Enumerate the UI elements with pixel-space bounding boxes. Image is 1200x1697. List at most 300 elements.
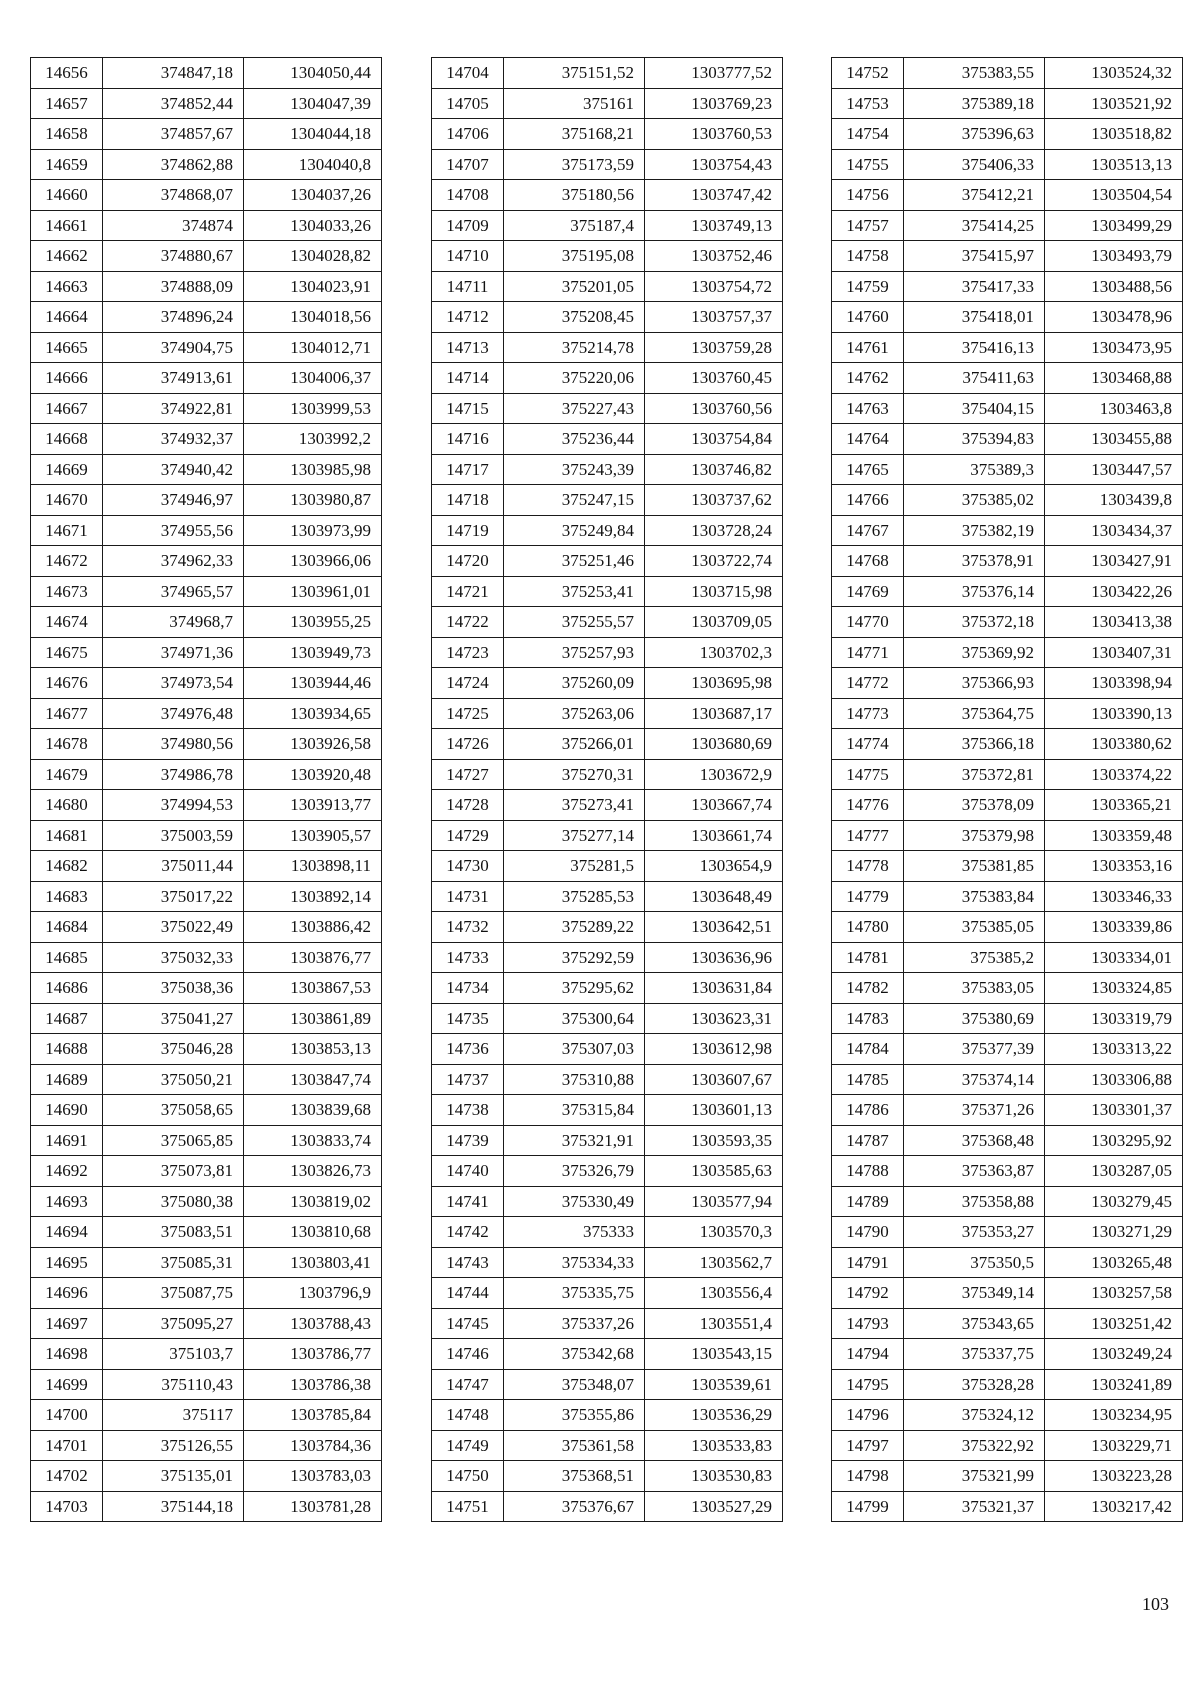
table-row: [432, 1125, 783, 1156]
point-number-cell: 14798: [832, 1461, 904, 1492]
x-coordinate-cell: 375266,01: [504, 729, 645, 760]
point-number-cell: 14713: [432, 332, 504, 363]
point-number-cell: 14784: [832, 1034, 904, 1065]
x-coordinate-cell: 375208,45: [504, 302, 645, 333]
x-coordinate-cell: 374874: [103, 210, 244, 241]
x-coordinate-cell: 375300,64: [504, 1003, 645, 1034]
x-coordinate-cell: 375080,38: [103, 1186, 244, 1217]
point-number-cell: 14687: [31, 1003, 103, 1034]
y-coordinate-cell: 1303913,77: [244, 790, 382, 821]
x-coordinate-cell: 375385,02: [904, 485, 1045, 516]
point-number-cell: 14661: [31, 210, 103, 241]
point-number-cell: 14780: [832, 912, 904, 943]
y-coordinate-cell: 1303702,3: [645, 637, 783, 668]
y-coordinate-cell: 1303949,73: [244, 637, 382, 668]
y-coordinate-cell: 1303551,4: [645, 1308, 783, 1339]
x-coordinate-cell: 375406,33: [904, 149, 1045, 180]
y-coordinate-cell: 1303886,42: [244, 912, 382, 943]
point-number-cell: 14697: [31, 1308, 103, 1339]
y-coordinate-cell: 1303826,73: [244, 1156, 382, 1187]
x-coordinate-cell: 374868,07: [103, 180, 244, 211]
x-coordinate-cell: 375214,78: [504, 332, 645, 363]
point-number-cell: 14675: [31, 637, 103, 668]
point-number-cell: 14730: [432, 851, 504, 882]
point-number-cell: 14771: [832, 637, 904, 668]
point-number-cell: 14747: [432, 1369, 504, 1400]
x-coordinate-cell: 375330,49: [504, 1186, 645, 1217]
x-coordinate-cell: 375380,69: [904, 1003, 1045, 1034]
x-coordinate-cell: 375022,49: [103, 912, 244, 943]
y-coordinate-cell: 1303695,98: [645, 668, 783, 699]
y-coordinate-cell: 1303279,45: [1045, 1186, 1183, 1217]
x-coordinate-cell: 375378,09: [904, 790, 1045, 821]
y-coordinate-cell: 1304047,39: [244, 88, 382, 119]
y-coordinate-cell: 1303570,3: [645, 1217, 783, 1248]
y-coordinate-cell: 1303920,48: [244, 759, 382, 790]
point-number-cell: 14729: [432, 820, 504, 851]
point-number-cell: 14660: [31, 180, 103, 211]
table-row: [832, 942, 1183, 973]
point-number-cell: 14721: [432, 576, 504, 607]
table-row: [432, 1430, 783, 1461]
x-coordinate-cell: 375396,63: [904, 119, 1045, 150]
y-coordinate-cell: 1303249,24: [1045, 1339, 1183, 1370]
y-coordinate-cell: 1303271,29: [1045, 1217, 1183, 1248]
x-coordinate-cell: 374973,54: [103, 668, 244, 699]
point-number-cell: 14768: [832, 546, 904, 577]
x-coordinate-cell: 375416,13: [904, 332, 1045, 363]
x-coordinate-cell: 374986,78: [103, 759, 244, 790]
y-coordinate-cell: 1304044,18: [244, 119, 382, 150]
x-coordinate-cell: 375220,06: [504, 363, 645, 394]
y-coordinate-cell: 1303769,23: [645, 88, 783, 119]
point-number-cell: 14715: [432, 393, 504, 424]
point-number-cell: 14700: [31, 1400, 103, 1431]
table-row: [432, 241, 783, 272]
table-row: [31, 942, 382, 973]
x-coordinate-cell: 375382,19: [904, 515, 1045, 546]
x-coordinate-cell: 375195,08: [504, 241, 645, 272]
point-number-cell: 14695: [31, 1247, 103, 1278]
point-number-cell: 14766: [832, 485, 904, 516]
y-coordinate-cell: 1303359,48: [1045, 820, 1183, 851]
table-row: [432, 1003, 783, 1034]
y-coordinate-cell: 1303524,32: [1045, 58, 1183, 89]
y-coordinate-cell: 1304050,44: [244, 58, 382, 89]
y-coordinate-cell: 1303324,85: [1045, 973, 1183, 1004]
x-coordinate-cell: 374946,97: [103, 485, 244, 516]
table-row: [432, 180, 783, 211]
y-coordinate-cell: 1303229,71: [1045, 1430, 1183, 1461]
y-coordinate-cell: 1303365,21: [1045, 790, 1183, 821]
point-number-cell: 14741: [432, 1186, 504, 1217]
x-coordinate-cell: 375253,41: [504, 576, 645, 607]
point-number-cell: 14731: [432, 881, 504, 912]
x-coordinate-cell: 375260,09: [504, 668, 645, 699]
point-number-cell: 14752: [832, 58, 904, 89]
y-coordinate-cell: 1303833,74: [244, 1125, 382, 1156]
point-number-cell: 14663: [31, 271, 103, 302]
table-row: [31, 271, 382, 302]
x-coordinate-cell: 375281,5: [504, 851, 645, 882]
x-coordinate-cell: 375310,88: [504, 1064, 645, 1095]
y-coordinate-cell: 1303760,53: [645, 119, 783, 150]
y-coordinate-cell: 1303374,22: [1045, 759, 1183, 790]
x-coordinate-cell: 375292,59: [504, 942, 645, 973]
x-coordinate-cell: 375383,84: [904, 881, 1045, 912]
x-coordinate-cell: 375381,85: [904, 851, 1045, 882]
x-coordinate-cell: 374976,48: [103, 698, 244, 729]
point-number-cell: 14793: [832, 1308, 904, 1339]
x-coordinate-cell: 375368,48: [904, 1125, 1045, 1156]
point-number-cell: 14786: [832, 1095, 904, 1126]
point-number-cell: 14746: [432, 1339, 504, 1370]
point-number-cell: 14754: [832, 119, 904, 150]
x-coordinate-cell: 375273,41: [504, 790, 645, 821]
table-row: [31, 1339, 382, 1370]
y-coordinate-cell: 1303905,57: [244, 820, 382, 851]
y-coordinate-cell: 1303709,05: [645, 607, 783, 638]
y-coordinate-cell: 1303810,68: [244, 1217, 382, 1248]
point-number-cell: 14756: [832, 180, 904, 211]
table-row: [832, 1064, 1183, 1095]
point-number-cell: 14722: [432, 607, 504, 638]
y-coordinate-cell: 1303313,22: [1045, 1034, 1183, 1065]
table-row: [31, 607, 382, 638]
table-row: [31, 1369, 382, 1400]
y-coordinate-cell: 1303746,82: [645, 454, 783, 485]
y-coordinate-cell: 1303752,46: [645, 241, 783, 272]
y-coordinate-cell: 1303447,57: [1045, 454, 1183, 485]
x-coordinate-cell: 375103,7: [103, 1339, 244, 1370]
table-row: [31, 1278, 382, 1309]
table-row: [432, 637, 783, 668]
point-number-cell: 14755: [832, 149, 904, 180]
table-row: [432, 1461, 783, 1492]
y-coordinate-cell: 1303513,13: [1045, 149, 1183, 180]
y-coordinate-cell: 1304018,56: [244, 302, 382, 333]
x-coordinate-cell: 375117: [103, 1400, 244, 1431]
table-row: [832, 1461, 1183, 1492]
x-coordinate-cell: 375180,56: [504, 180, 645, 211]
point-number-cell: 14749: [432, 1430, 504, 1461]
y-coordinate-cell: 1303783,03: [244, 1461, 382, 1492]
point-number-cell: 14742: [432, 1217, 504, 1248]
point-number-cell: 14694: [31, 1217, 103, 1248]
y-coordinate-cell: 1303577,94: [645, 1186, 783, 1217]
x-coordinate-cell: 375366,18: [904, 729, 1045, 760]
x-coordinate-cell: 375374,14: [904, 1064, 1045, 1095]
x-coordinate-cell: 375110,43: [103, 1369, 244, 1400]
x-coordinate-cell: 375050,21: [103, 1064, 244, 1095]
table-row: [31, 210, 382, 241]
x-coordinate-cell: 375358,88: [904, 1186, 1045, 1217]
x-coordinate-cell: 375389,18: [904, 88, 1045, 119]
table-row: [432, 820, 783, 851]
point-number-cell: 14698: [31, 1339, 103, 1370]
y-coordinate-cell: 1303786,38: [244, 1369, 382, 1400]
table-row: [31, 912, 382, 943]
y-coordinate-cell: 1303992,2: [244, 424, 382, 455]
point-number-cell: 14791: [832, 1247, 904, 1278]
y-coordinate-cell: 1303796,9: [244, 1278, 382, 1309]
point-number-cell: 14794: [832, 1339, 904, 1370]
x-coordinate-cell: 375376,14: [904, 576, 1045, 607]
y-coordinate-cell: 1303760,56: [645, 393, 783, 424]
y-coordinate-cell: 1303749,13: [645, 210, 783, 241]
x-coordinate-cell: 375404,15: [904, 393, 1045, 424]
y-coordinate-cell: 1303539,61: [645, 1369, 783, 1400]
point-number-cell: 14773: [832, 698, 904, 729]
table-row: [832, 790, 1183, 821]
table-row: [832, 1125, 1183, 1156]
x-coordinate-cell: 374904,75: [103, 332, 244, 363]
point-number-cell: 14665: [31, 332, 103, 363]
y-coordinate-cell: 1303339,86: [1045, 912, 1183, 943]
point-number-cell: 14701: [31, 1430, 103, 1461]
table-row: [832, 1247, 1183, 1278]
x-coordinate-cell: 374980,56: [103, 729, 244, 760]
table-row: [432, 302, 783, 333]
table-row: [31, 729, 382, 760]
point-number-cell: 14683: [31, 881, 103, 912]
y-coordinate-cell: 1303623,31: [645, 1003, 783, 1034]
point-number-cell: 14753: [832, 88, 904, 119]
x-coordinate-cell: 375321,37: [904, 1491, 1045, 1522]
y-coordinate-cell: 1303607,67: [645, 1064, 783, 1095]
x-coordinate-cell: 375135,01: [103, 1461, 244, 1492]
table-row: [31, 149, 382, 180]
y-coordinate-cell: 1303493,79: [1045, 241, 1183, 272]
point-number-cell: 14688: [31, 1034, 103, 1065]
x-coordinate-cell: 375343,65: [904, 1308, 1045, 1339]
x-coordinate-cell: 375342,68: [504, 1339, 645, 1370]
table-row: [832, 1369, 1183, 1400]
table-row: [31, 363, 382, 394]
y-coordinate-cell: 1303306,88: [1045, 1064, 1183, 1095]
x-coordinate-cell: 375322,92: [904, 1430, 1045, 1461]
table-row: [432, 668, 783, 699]
x-coordinate-cell: 375324,12: [904, 1400, 1045, 1431]
x-coordinate-cell: 375321,91: [504, 1125, 645, 1156]
y-coordinate-cell: 1303680,69: [645, 729, 783, 760]
point-number-cell: 14692: [31, 1156, 103, 1187]
y-coordinate-cell: 1303217,42: [1045, 1491, 1183, 1522]
y-coordinate-cell: 1303781,28: [244, 1491, 382, 1522]
y-coordinate-cell: 1303521,92: [1045, 88, 1183, 119]
table-row: [31, 973, 382, 1004]
x-coordinate-cell: 374888,09: [103, 271, 244, 302]
point-number-cell: 14772: [832, 668, 904, 699]
y-coordinate-cell: 1303473,95: [1045, 332, 1183, 363]
table-row: [832, 454, 1183, 485]
x-coordinate-cell: 375337,75: [904, 1339, 1045, 1370]
table-row: [832, 58, 1183, 89]
y-coordinate-cell: 1303241,89: [1045, 1369, 1183, 1400]
point-number-cell: 14720: [432, 546, 504, 577]
x-coordinate-cell: 375333: [504, 1217, 645, 1248]
point-number-cell: 14703: [31, 1491, 103, 1522]
x-coordinate-cell: 375257,93: [504, 637, 645, 668]
x-coordinate-cell: 375227,43: [504, 393, 645, 424]
table-row: [832, 1095, 1183, 1126]
table-row: [832, 820, 1183, 851]
x-coordinate-cell: 374880,67: [103, 241, 244, 272]
point-number-cell: 14706: [432, 119, 504, 150]
point-number-cell: 14702: [31, 1461, 103, 1492]
y-coordinate-cell: 1303926,58: [244, 729, 382, 760]
y-coordinate-cell: 1303867,53: [244, 973, 382, 1004]
y-coordinate-cell: 1303961,01: [244, 576, 382, 607]
y-coordinate-cell: 1303612,98: [645, 1034, 783, 1065]
x-coordinate-cell: 375087,75: [103, 1278, 244, 1309]
x-coordinate-cell: 374862,88: [103, 149, 244, 180]
x-coordinate-cell: 375353,27: [904, 1217, 1045, 1248]
x-coordinate-cell: 375126,55: [103, 1430, 244, 1461]
point-number-cell: 14708: [432, 180, 504, 211]
point-number-cell: 14743: [432, 1247, 504, 1278]
y-coordinate-cell: 1303380,62: [1045, 729, 1183, 760]
point-number-cell: 14709: [432, 210, 504, 241]
point-number-cell: 14690: [31, 1095, 103, 1126]
table-row: [31, 851, 382, 882]
x-coordinate-cell: 375372,18: [904, 607, 1045, 638]
point-number-cell: 14667: [31, 393, 103, 424]
y-coordinate-cell: 1303973,99: [244, 515, 382, 546]
y-coordinate-cell: 1303757,37: [645, 302, 783, 333]
point-number-cell: 14776: [832, 790, 904, 821]
y-coordinate-cell: 1303861,89: [244, 1003, 382, 1034]
y-coordinate-cell: 1303556,4: [645, 1278, 783, 1309]
point-number-cell: 14787: [832, 1125, 904, 1156]
point-number-cell: 14686: [31, 973, 103, 1004]
table-row: [432, 1339, 783, 1370]
x-coordinate-cell: 375412,21: [904, 180, 1045, 211]
table-row: [31, 820, 382, 851]
y-coordinate-cell: 1303803,41: [244, 1247, 382, 1278]
table-row: [432, 1034, 783, 1065]
table-row: [31, 790, 382, 821]
table-row: [832, 88, 1183, 119]
x-coordinate-cell: 375348,07: [504, 1369, 645, 1400]
x-coordinate-cell: 375350,5: [904, 1247, 1045, 1278]
table-row: [31, 698, 382, 729]
point-number-cell: 14751: [432, 1491, 504, 1522]
x-coordinate-cell: 375379,98: [904, 820, 1045, 851]
y-coordinate-cell: 1304006,37: [244, 363, 382, 394]
table-row: [31, 424, 382, 455]
table-row: [31, 1186, 382, 1217]
x-coordinate-cell: 375236,44: [504, 424, 645, 455]
x-coordinate-cell: 374932,37: [103, 424, 244, 455]
table-row: [31, 1217, 382, 1248]
y-coordinate-cell: 1303839,68: [244, 1095, 382, 1126]
y-coordinate-cell: 1303754,72: [645, 271, 783, 302]
table-row: [31, 1400, 382, 1431]
table-row: [832, 912, 1183, 943]
point-number-cell: 14781: [832, 942, 904, 973]
table-row: [832, 973, 1183, 1004]
point-number-cell: 14707: [432, 149, 504, 180]
table-row: [832, 271, 1183, 302]
point-number-cell: 14758: [832, 241, 904, 272]
y-coordinate-cell: 1303687,17: [645, 698, 783, 729]
table-row: [832, 515, 1183, 546]
table-row: [832, 607, 1183, 638]
point-number-cell: 14779: [832, 881, 904, 912]
x-coordinate-cell: 375058,65: [103, 1095, 244, 1126]
point-number-cell: 14714: [432, 363, 504, 394]
x-coordinate-cell: 375369,92: [904, 637, 1045, 668]
point-number-cell: 14711: [432, 271, 504, 302]
table-row: [432, 729, 783, 760]
x-coordinate-cell: 374971,36: [103, 637, 244, 668]
y-coordinate-cell: 1303636,96: [645, 942, 783, 973]
table-row: [31, 668, 382, 699]
point-number-cell: 14796: [832, 1400, 904, 1431]
table-row: [31, 1156, 382, 1187]
table-row: [432, 881, 783, 912]
y-coordinate-cell: 1303642,51: [645, 912, 783, 943]
x-coordinate-cell: 375307,03: [504, 1034, 645, 1065]
x-coordinate-cell: 374994,53: [103, 790, 244, 821]
table-row: [432, 1064, 783, 1095]
x-coordinate-cell: 375355,86: [504, 1400, 645, 1431]
point-number-cell: 14705: [432, 88, 504, 119]
table-row: [832, 698, 1183, 729]
point-number-cell: 14765: [832, 454, 904, 485]
x-coordinate-cell: 375334,33: [504, 1247, 645, 1278]
point-number-cell: 14725: [432, 698, 504, 729]
x-coordinate-cell: 375335,75: [504, 1278, 645, 1309]
x-coordinate-cell: 375017,22: [103, 881, 244, 912]
table-row: [832, 881, 1183, 912]
point-number-cell: 14684: [31, 912, 103, 943]
table-row: [432, 271, 783, 302]
point-number-cell: 14727: [432, 759, 504, 790]
table-row: [432, 942, 783, 973]
y-coordinate-cell: 1303648,49: [645, 881, 783, 912]
point-number-cell: 14733: [432, 942, 504, 973]
point-number-cell: 14732: [432, 912, 504, 943]
y-coordinate-cell: 1303265,48: [1045, 1247, 1183, 1278]
point-number-cell: 14736: [432, 1034, 504, 1065]
point-number-cell: 14783: [832, 1003, 904, 1034]
table-row: [432, 1491, 783, 1522]
table-row: [31, 88, 382, 119]
x-coordinate-cell: 375326,79: [504, 1156, 645, 1187]
point-number-cell: 14790: [832, 1217, 904, 1248]
table-row: [31, 1095, 382, 1126]
table-row: [31, 332, 382, 363]
y-coordinate-cell: 1303301,37: [1045, 1095, 1183, 1126]
y-coordinate-cell: 1303601,13: [645, 1095, 783, 1126]
point-number-cell: 14782: [832, 973, 904, 1004]
table-row: [432, 515, 783, 546]
x-coordinate-cell: 375144,18: [103, 1491, 244, 1522]
y-coordinate-cell: 1303944,46: [244, 668, 382, 699]
y-coordinate-cell: 1303754,84: [645, 424, 783, 455]
y-coordinate-cell: 1303593,35: [645, 1125, 783, 1156]
x-coordinate-cell: 375321,99: [904, 1461, 1045, 1492]
x-coordinate-cell: 375085,31: [103, 1247, 244, 1278]
table-row: [432, 454, 783, 485]
table-row: [31, 302, 382, 333]
x-coordinate-cell: 375032,33: [103, 942, 244, 973]
y-coordinate-cell: 1303287,05: [1045, 1156, 1183, 1187]
x-coordinate-cell: 375065,85: [103, 1125, 244, 1156]
point-number-cell: 14677: [31, 698, 103, 729]
